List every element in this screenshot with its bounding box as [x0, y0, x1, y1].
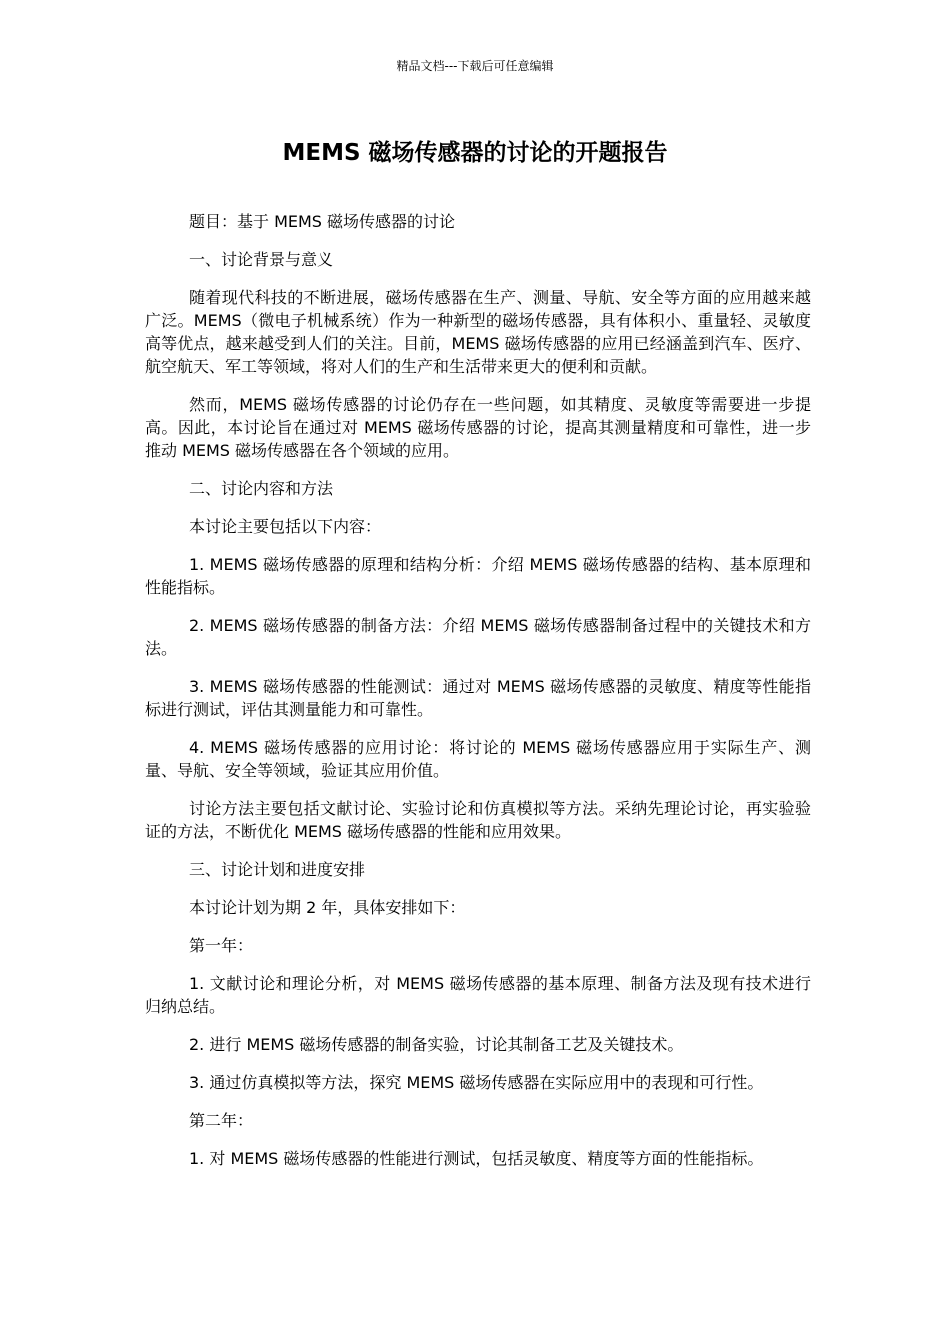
document-title: MEMS 磁场传感器的讨论的开题报告: [282, 140, 668, 166]
document-body: [145, 210, 811, 1185]
content-item-3: 3. MEMS 磁场传感器的性能测试：通过对 MEMS 磁场传感器的灵敏度、精度等性能指标进行测试，评估其测量能力和可靠性。: [145, 677, 811, 719]
section-heading-schedule: 三、讨论计划和进度安排: [189, 860, 366, 879]
paragraph-methods: 讨论方法主要包括文献讨论、实验讨论和仿真模拟等方法。采纳先理论讨论，再实验验证的方法，不断优化 MEMS 磁场传感器的性能和应用效果。: [145, 799, 811, 841]
paragraph-problems: 然而，MEMS 磁场传感器的讨论仍存在一些问题，如其精度、灵敏度等需要进一步提高。因此，本讨论旨在通过对 MEMS 磁场传感器的讨论，提高其测量精度和可靠性，进一步推动 MEMS 磁场传感器在各个领域的应用。: [145, 395, 811, 460]
year-one-heading: 第一年：: [189, 936, 254, 955]
content-item-1: 1. MEMS 磁场传感器的原理和结构分析：介绍 MEMS 磁场传感器的结构、基本原理和性能指标。: [145, 555, 811, 597]
paragraph-schedule-intro: 本讨论计划为期 2 年，具体安排如下：: [189, 898, 466, 917]
year-one-item-1: 1. 文献讨论和理论分析，对 MEMS 磁场传感器的基本原理、制备方法及现有技术进行归纳总结。: [145, 974, 811, 1016]
content-item-4: 4. MEMS 磁场传感器的应用讨论：将讨论的 MEMS 磁场传感器应用于实际生产、测量、导航、安全等领域，验证其应用价值。: [145, 738, 811, 780]
year-one-item-2: 2. 进行 MEMS 磁场传感器的制备实验，讨论其制备工艺及关键技术。: [189, 1035, 684, 1054]
year-one-item-3: 3. 通过仿真模拟等方法，探究 MEMS 磁场传感器在实际应用中的表现和可行性。: [189, 1073, 764, 1092]
paragraph-content-intro: 本讨论主要包括以下内容：: [189, 517, 382, 536]
paragraph-background: 随着现代科技的不断进展，磁场传感器在生产、测量、导航、安全等方面的应用越来越广泛。MEMS（微电子机械系统）作为一种新型的磁场传感器，具有体积小、重量轻、灵敏度高等优点，越来越受到人们的关注。目前，MEMS 磁场传感器的应用已经涵盖到汽车、医疗、航空航天、军工等领域，将对人们的生产和生活带来更大的便利和贡献。: [145, 288, 811, 376]
section-heading-content-methods: 二、讨论内容和方法: [189, 479, 334, 498]
header-note: 精品文档---下载后可任意编辑: [396, 59, 554, 73]
section-heading-background: 一、讨论背景与意义: [189, 250, 334, 269]
year-two-item-1: 1. 对 MEMS 磁场传感器的性能进行测试，包括灵敏度、精度等方面的性能指标。: [189, 1149, 764, 1168]
content-item-2: 2. MEMS 磁场传感器的制备方法：介绍 MEMS 磁场传感器制备过程中的关键技术和方法。: [145, 616, 811, 658]
year-two-heading: 第二年：: [189, 1111, 254, 1130]
topic-line: 题目：基于 MEMS 磁场传感器的讨论: [189, 212, 456, 231]
